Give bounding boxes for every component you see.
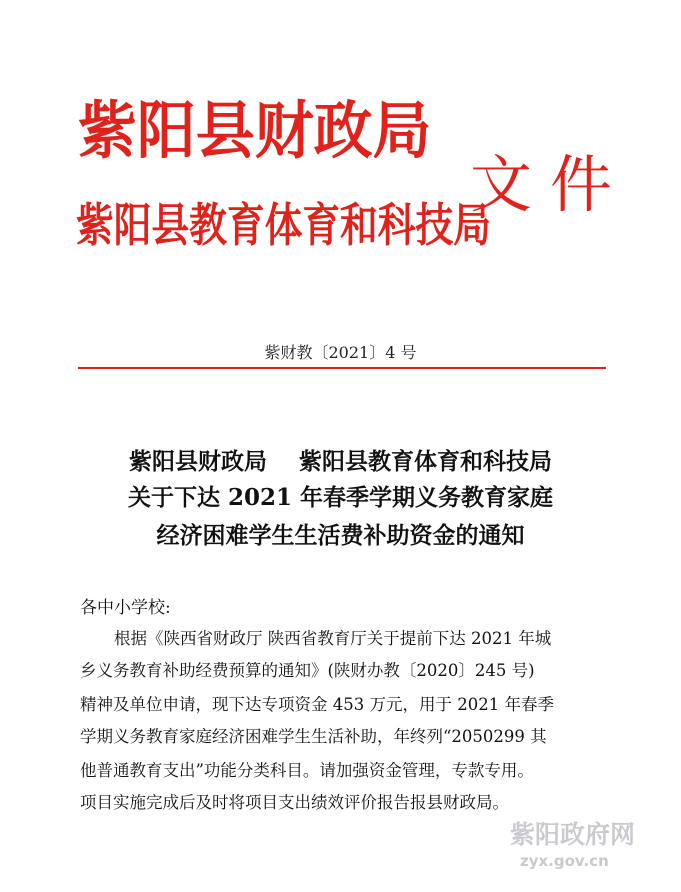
salutation: 各中小学校:	[80, 598, 171, 618]
notice-title-line-1: 紫阳县财政局 紫阳县教育体育和科技局	[128, 448, 553, 475]
body-line-3: 精神及单位申请，现下达专项资金 453 万元，用于 2021 年春季	[80, 695, 554, 714]
red-divider	[78, 367, 606, 369]
watermark-site-name: 紫阳政府网	[510, 820, 636, 849]
body-line-2: 乡义务教育补助经费预算的通知》(陕财办教〔2020〕245 号)	[80, 661, 535, 680]
body-line-1: 根据《陕西省财政厅 陕西省教育厅关于提前下达 2021 年城	[114, 629, 552, 648]
body-line-5: 他普通教育支出”功能分类科目。请加强资金管理，专款专用。	[80, 761, 534, 780]
issuer-name-education-bureau: 紫阳县教育体育和科技局	[76, 198, 491, 252]
watermark-site-url: zyx.gov.cn	[520, 852, 609, 870]
document-number: 紫财教〔2021〕4 号	[264, 343, 417, 362]
document-label: 文件	[470, 148, 631, 221]
notice-title-line-3: 经济困难学生生活费补助资金的通知	[156, 522, 525, 549]
issuer-name-finance-bureau: 紫阳县财政局	[78, 94, 432, 167]
body-line-4: 学期义务教育家庭经济困难学生生活补助，年终列“2050299 其	[80, 727, 547, 746]
body-line-6: 项目实施完成后及时将项目支出绩效评价报告报县财政局。	[80, 793, 509, 812]
notice-title-line-2: 关于下达 2021 年春季学期义务教育家庭	[127, 484, 554, 511]
